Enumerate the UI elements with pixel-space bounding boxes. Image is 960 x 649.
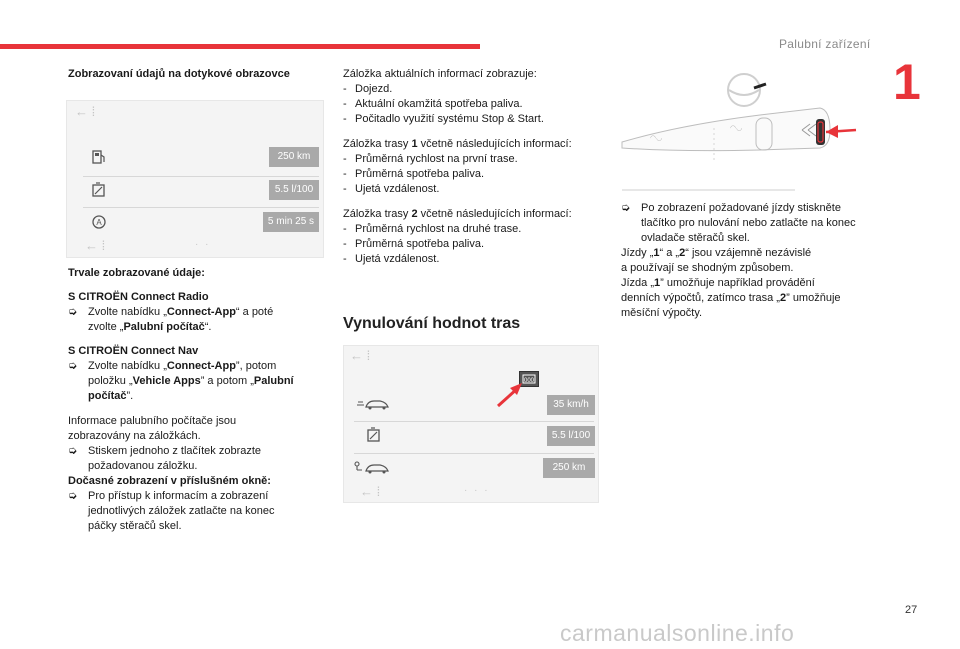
reset-heading: Vynulování hodnot tras xyxy=(343,315,521,332)
list-item: - Dojezd. xyxy=(343,82,605,97)
red-pointer-arrow-icon xyxy=(496,380,526,408)
consumption-value: 5.5 l/100 xyxy=(547,426,595,446)
info-paragraph: Informace palubního počítače jsou zobrazovány na záložkách. xyxy=(68,415,237,442)
wiper-stalk-illustration xyxy=(620,70,870,195)
middle-text xyxy=(343,67,605,267)
arrow-bullet-icon: ➭ xyxy=(68,306,78,318)
svg-text:000: 000 xyxy=(523,378,535,384)
trip2-intro: Záložka trasy 2 včetně následujících informací: xyxy=(343,208,572,220)
page-number: 27 xyxy=(905,604,918,616)
info-instruction: ➭ Stiskem jednoho z tlačítek zobrazte požadovanou záložku. xyxy=(68,445,262,472)
arrow-bullet-icon: ➭ xyxy=(68,490,78,502)
header-red-bar xyxy=(0,44,480,49)
row-divider xyxy=(83,176,319,177)
trips-paragraph: Jízdy „1“ a „2“ jsou vzájemně nezávislé a používají se shodným způsobem. Jízda „1” umožňuje například provádění denních výpočtů, zatímco trasa „2” umožňuje měsíční výpočty. xyxy=(621,247,841,319)
back-arrow-icon[interactable]: ← ⁞ xyxy=(360,484,381,499)
temporary-heading: Dočasné zobrazení v příslušném okně: xyxy=(68,475,271,487)
page-dots: · · xyxy=(195,239,211,250)
left-text xyxy=(68,266,330,534)
average-speed-icon xyxy=(356,396,390,412)
screen-current-info xyxy=(66,100,324,258)
trip1-intro: Záložka trasy 1 včetně následujících informací: xyxy=(343,138,572,150)
stalk-end-button-icon xyxy=(816,119,825,145)
page-header-title: Palubní zařízení xyxy=(779,37,871,51)
list-item: - Průměrná spotřeba paliva. xyxy=(343,167,605,182)
page-dots: · · · xyxy=(464,485,490,496)
list-item: - Průměrná rychlost na první trase. xyxy=(343,152,605,167)
consumption-icon xyxy=(91,182,107,198)
arrow-bullet-icon: ➭ xyxy=(68,360,78,372)
screen-trip xyxy=(343,345,599,503)
back-arrow-icon[interactable]: ← ⁞ xyxy=(350,348,371,363)
list-item: - Průměrná rychlost na druhé trase. xyxy=(343,222,605,237)
right-text xyxy=(621,201,883,321)
row-divider xyxy=(354,453,594,454)
stop-start-value: 5 min 25 s xyxy=(263,212,319,232)
arrow-bullet-icon: ➭ xyxy=(68,445,78,457)
list-item: - Aktuální okamžitá spotřeba paliva. xyxy=(343,97,605,112)
chapter-number: 1 xyxy=(893,54,921,110)
list-item: - Počitadlo využití systému Stop & Start. xyxy=(343,112,605,127)
list-item: - Průměrná spotřeba paliva. xyxy=(343,237,605,252)
svg-text:◠◡: ◠◡ xyxy=(730,125,743,132)
svg-text:◠◡: ◠◡ xyxy=(650,135,663,142)
radio-instruction: ➭ Zvolte nabídku „Connect-App“ a poté zvolte „Palubní počítač“. xyxy=(68,306,274,333)
consumption-value: 5.5 l/100 xyxy=(269,180,319,200)
nav-heading: S CITROËN Connect Nav xyxy=(68,345,199,357)
steering-wheel-icon xyxy=(728,74,766,106)
svg-text:A: A xyxy=(96,218,102,227)
row-divider xyxy=(354,421,594,422)
list-item: - Ujetá vzdálenost. xyxy=(343,252,605,267)
back-arrow-icon[interactable]: ← ⁞ xyxy=(85,238,106,253)
stop-start-icon xyxy=(91,214,107,230)
watermark: carmanualsonline.info xyxy=(560,620,795,646)
reset-instruction: ➭ Po zobrazení požadované jízdy stiskněte tlačítko pro nulování nebo zatlačte na konec ovladače stěračů skel. xyxy=(621,202,856,244)
distance-value: 250 km xyxy=(543,458,595,478)
temporary-instruction: ➭ Pro přístup k informacím a zobrazení jednotlivých záložek zatlačte na konec páčky stěračů skel. xyxy=(68,490,275,532)
list-item: - Ujetá vzdálenost. xyxy=(343,182,605,197)
permanent-heading: Trvale zobrazované údaje: xyxy=(68,267,205,279)
distance-icon xyxy=(354,459,390,475)
average-speed-value: 35 km/h xyxy=(547,395,595,415)
arrow-bullet-icon: ➭ xyxy=(621,202,631,214)
left-column xyxy=(68,67,328,82)
radio-heading: S CITROËN Connect Radio xyxy=(68,291,209,303)
fuel-pump-icon xyxy=(91,149,107,165)
display-heading: Zobrazovaní údajů na dotykové obrazovce xyxy=(68,68,290,80)
consumption-icon xyxy=(366,427,382,443)
row-divider xyxy=(83,207,319,208)
range-value: 250 km xyxy=(269,147,319,167)
nav-instruction: ➭ Zvolte nabídku „Connect-App”, potom položku „Vehicle Apps” a potom „Palubní počítač”. xyxy=(68,360,294,402)
current-intro: Záložka aktuálních informací zobrazuje: xyxy=(343,68,537,80)
back-arrow-icon[interactable]: ← ⁞ xyxy=(75,104,96,119)
